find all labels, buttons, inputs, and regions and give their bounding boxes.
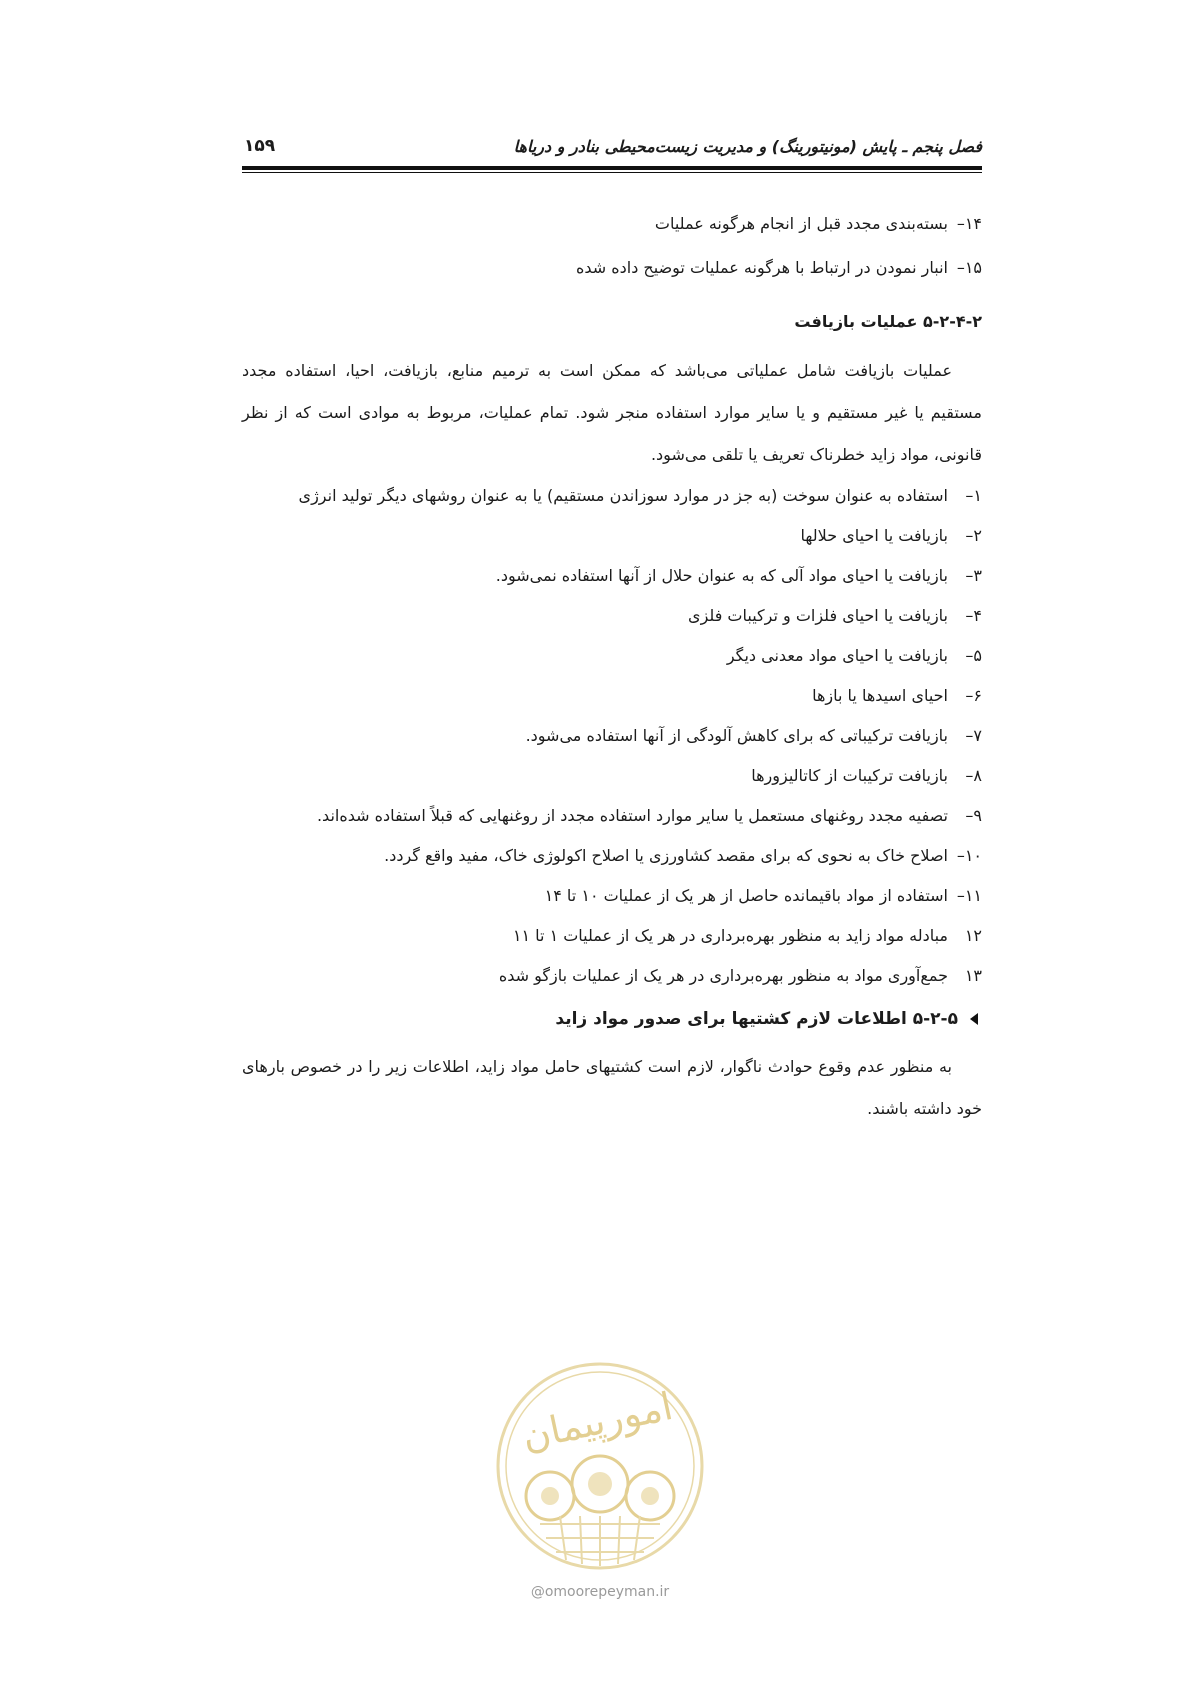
list-item <box>242 212 982 236</box>
list-item-text: بازیافت یا احیای فلزات و ترکیبات فلزی <box>688 606 948 625</box>
watermark-logo-text: امورپیمان <box>518 1383 677 1459</box>
list-item-number: ۲– <box>965 526 982 545</box>
list-item-text: مبادله مواد زاید به منظور بهره‌برداری در هر یک از عملیات ۱ تا ۱۱ <box>512 926 948 945</box>
list-item-number: ۱– <box>965 486 982 505</box>
watermark-gears <box>526 1456 674 1520</box>
list-item-text: جمع‌آوری مواد به منظور بهره‌برداری در هر یک از عملیات بازگو شده <box>498 966 948 985</box>
list-item-number: ۸– <box>965 766 982 785</box>
triangle-bullet-icon <box>970 1013 978 1025</box>
list-item-number: ۷– <box>965 726 982 745</box>
list-item-number: ۱۰– <box>956 846 982 865</box>
list-item-text: استفاده به عنوان سوخت (به جز در موارد سوزاندن مستقیم) یا به عنوان روشهای دیگر تولید انرژی <box>298 486 948 505</box>
body-text <box>242 212 982 1138</box>
list-item-number: ۵– <box>965 646 982 665</box>
list-item <box>242 484 982 508</box>
section-heading-ships <box>242 1006 982 1032</box>
list-item-text: تصفیه مجدد روغنهای مستعمل یا سایر موارد استفاده مجدد از روغنهایی که قبلاً استفاده شده‌اند. <box>316 806 948 825</box>
list-item-text: بازیافت یا احیای حلالها <box>800 526 948 545</box>
page-number: ۱۵۹ <box>244 136 276 156</box>
list-item-number: ۱۳ <box>964 966 982 985</box>
list-item-number: ۱۴– <box>956 214 982 233</box>
list-item-text: استفاده از مواد باقیمانده حاصل از هر یک از عملیات ۱۰ تا ۱۴ <box>544 886 948 905</box>
list-item <box>242 844 982 868</box>
list-item <box>242 924 982 948</box>
list-item-number: ۴– <box>965 606 982 625</box>
list-item <box>242 256 982 280</box>
paragraph-text: به منظور عدم وقوع حوادث ناگوار، لازم است کشتیهای حامل مواد زاید، اطلاعات زیر را در خصوص بارهای خود داشته باشند. <box>242 1057 982 1118</box>
list-item-text: بسته‌بندی مجدد قبل از انجام هرگونه عملیات <box>654 214 948 233</box>
list-item <box>242 564 982 588</box>
list-item <box>242 644 982 668</box>
section-heading-ships-text: ۵-۲-۵ اطلاعات لازم کشتیها برای صدور مواد زاید <box>555 1009 958 1029</box>
list-item <box>242 804 982 828</box>
paragraph-text: عملیات بازیافت شامل عملیاتی می‌باشد که ممکن است به ترمیم منابع، بازیافت، احیا، استفاده مجدد مستقیم یا غیر مستقیم و یا سایر موارد استفاده منجر شود. تمام عملیات، مربوط به موادی است که از نظر قانونی، مواد زاید خطرناک تعریف یا تلقی می‌شود. <box>242 361 982 464</box>
list-item <box>242 604 982 628</box>
list-item <box>242 964 982 988</box>
list-item-number: ۱۵– <box>956 258 982 277</box>
list-item-text: اصلاح خاک به نحوی که برای مقصد کشاورزی یا اصلاح اکولوژی خاک، مفید واقع گردد. <box>384 846 948 865</box>
list-item <box>242 724 982 748</box>
watermark-caption: @omoorepeyman.ir <box>530 1584 670 1600</box>
header-rule-thin <box>242 172 982 173</box>
list-item-number: ۹– <box>965 806 982 825</box>
list-item-text: بازیافت یا احیای مواد آلی که به عنوان حلال از آنها استفاده نمی‌شود. <box>495 566 948 585</box>
section-paragraph-recycling <box>242 350 982 476</box>
list-item-number: ۳– <box>965 566 982 585</box>
list-item-text: بازیافت یا احیای مواد معدنی دیگر <box>726 646 948 665</box>
list-item-number: ۱۲ <box>964 926 982 945</box>
list-item <box>242 884 982 908</box>
list-item <box>242 524 982 548</box>
section-paragraph-ships <box>242 1046 982 1130</box>
list-item <box>242 684 982 708</box>
list-item-number: ۶– <box>965 686 982 705</box>
list-item-text: بازیافت ترکیبات از کاتالیزورها <box>751 766 948 785</box>
list-item-text: انبار نمودن در ارتباط با هرگونه عملیات توضیح داده شده <box>575 258 948 277</box>
header-rule-thick <box>242 166 982 170</box>
list-item-text: بازیافت ترکیباتی که برای کاهش آلودگی از آنها استفاده می‌شود. <box>525 726 948 745</box>
list-item-number: ۱۱– <box>956 886 982 905</box>
section-heading-recycling: ۵-۲-۴-۲ عملیات بازیافت <box>794 312 982 331</box>
list-item-text: احیای اسیدها یا بازها <box>812 686 948 705</box>
chapter-title: فصل پنجم ـ پایش (مونیتورینگ) و مدیریت زیست‌محیطی بنادر و دریاها <box>513 136 982 156</box>
running-head <box>244 128 982 164</box>
list-item <box>242 764 982 788</box>
watermark-logo-icon <box>490 1346 710 1596</box>
